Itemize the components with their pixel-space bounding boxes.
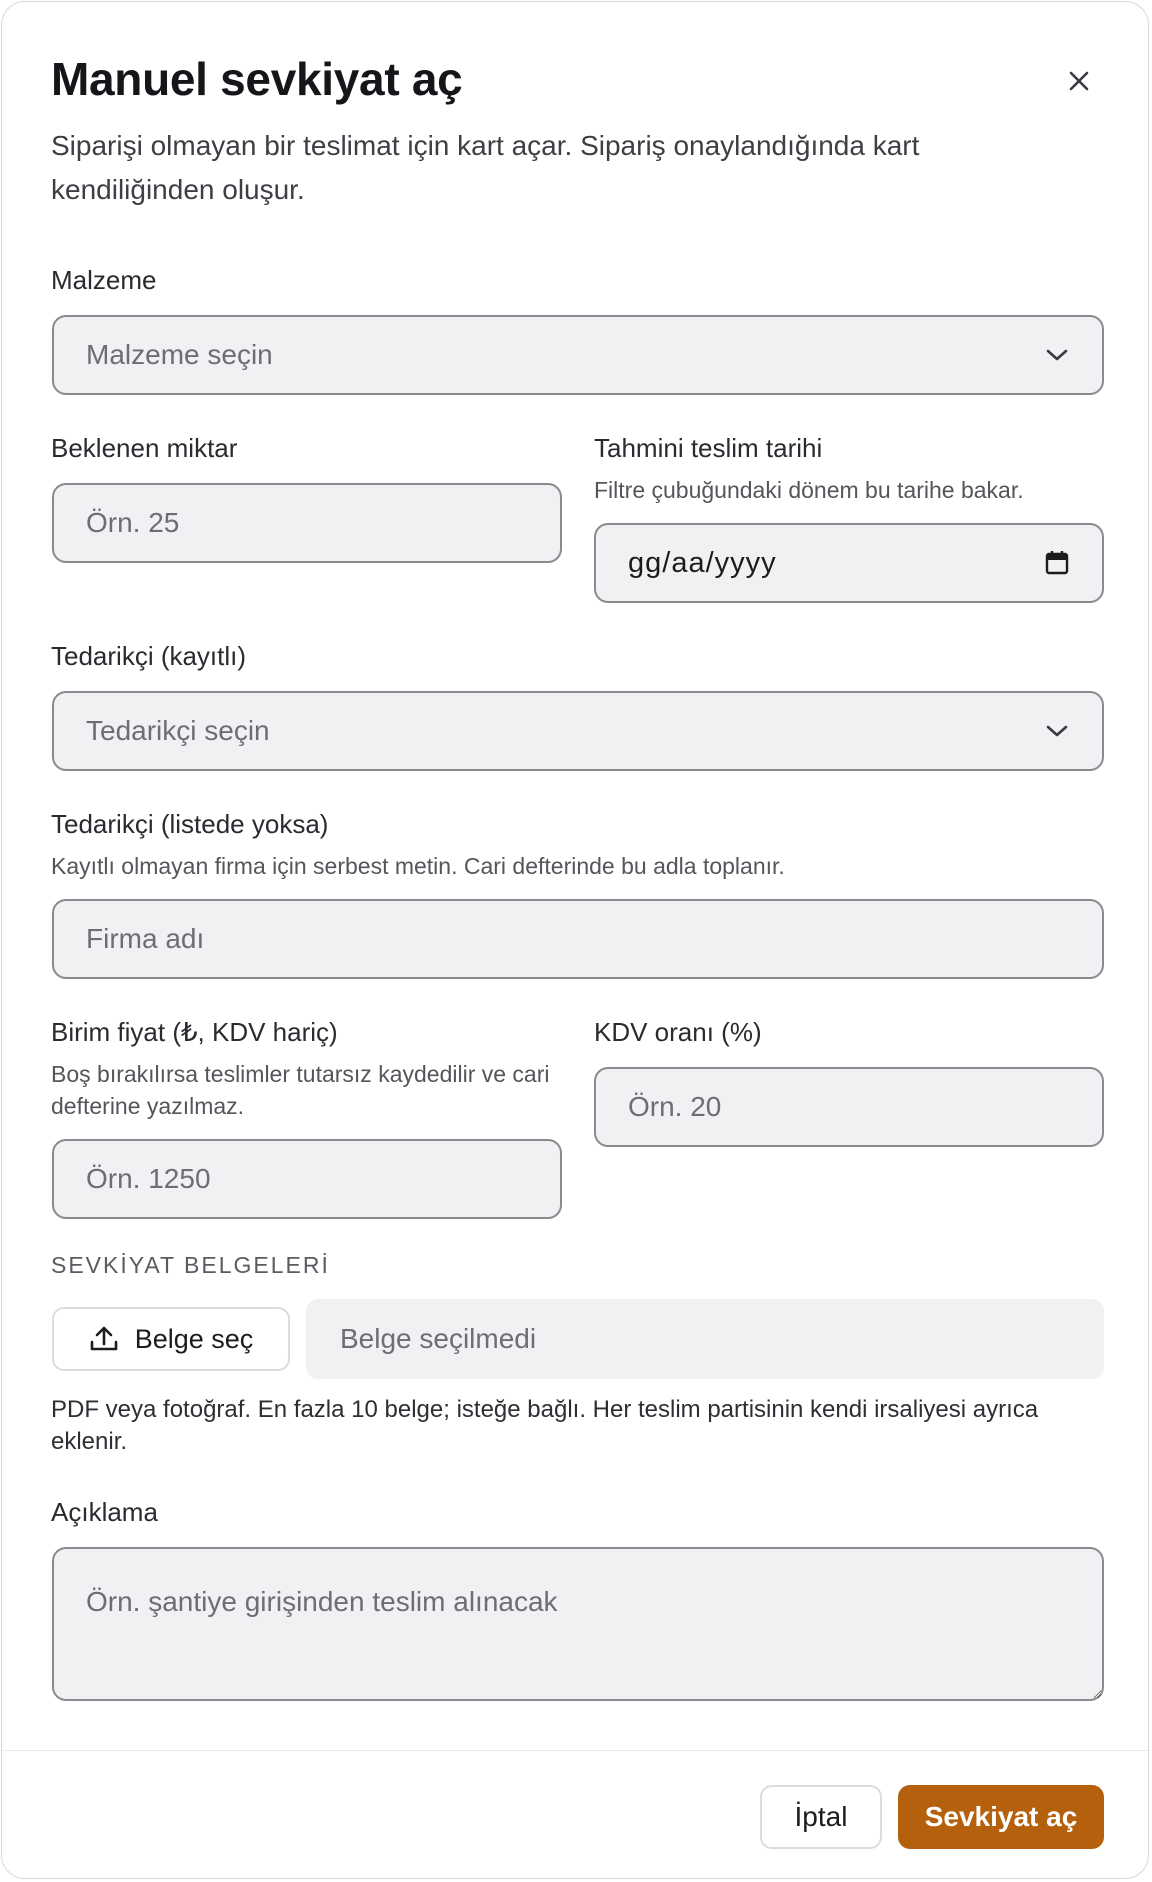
supplier-select-value: Tedarikçi seçin [86,715,270,746]
notes-label: Açıklama [51,1497,158,1527]
select-document-label: Belge seç [134,1323,254,1354]
chevron-down-icon [1044,723,1070,739]
material-select[interactable] [52,315,1104,395]
delivery-date-input[interactable] [594,523,1104,603]
expected-qty-label: Beklenen miktar [51,433,238,463]
dialog-title: Manuel sevkiyat aç [51,53,463,105]
material-label: Malzeme [51,265,157,295]
documents-section-title: SEVKİYAT BELGELERİ [51,1252,330,1278]
unit-price-input[interactable] [52,1139,562,1219]
delivery-date-label: Tahmini teslim tarihi [594,433,823,463]
delivery-date-value: gg/aa/yyyy [628,546,777,579]
close-icon[interactable] [1062,64,1096,98]
dialog-description: Siparişi olmayan bir teslimat için kart açar. Sipariş onaylandığında kart kendiliğinden oluşur. [51,130,920,205]
unit-price-hint: Boş bırakılırsa teslimler tutarsız kaydedilir ve cari defterine yazılmaz. [51,1061,550,1119]
cancel-button[interactable]: İptal [760,1785,882,1849]
document-status: Belge seçilmedi [306,1299,1104,1379]
delivery-date-hint: Filtre çubuğundaki dönem bu tarihe bakar. [594,477,1024,503]
upload-icon [89,1325,119,1353]
chevron-down-icon [1044,347,1070,363]
submit-button[interactable]: Sevkiyat aç [898,1785,1104,1849]
notes-textarea[interactable] [52,1547,1104,1701]
select-document-button[interactable] [52,1307,290,1371]
vat-rate-label: KDV oranı (%) [594,1017,762,1047]
manual-shipment-dialog [1,1,1149,1879]
documents-hint: PDF veya fotoğraf. En fazla 10 belge; isteğe bağlı. Her teslim partisinin kendi irsaliyesi ayrıca eklenir. [51,1396,1039,1455]
supplier-select[interactable] [52,691,1104,771]
material-select-value: Malzeme seçin [86,339,273,370]
footer-divider [2,1750,1149,1751]
supplier-name-input[interactable] [52,899,1104,979]
expected-qty-input[interactable] [52,483,562,563]
unit-price-label: Birim fiyat (₺, KDV hariç) [51,1017,338,1047]
supplier-free-label: Tedarikçi (listede yoksa) [51,809,329,839]
vat-rate-input[interactable] [594,1067,1104,1147]
supplier-registered-label: Tedarikçi (kayıtlı) [51,641,247,671]
supplier-free-hint: Kayıtlı olmayan firma için serbest metin. Cari defterinde bu adla toplanır. [51,853,785,879]
calendar-icon[interactable] [1044,550,1070,576]
